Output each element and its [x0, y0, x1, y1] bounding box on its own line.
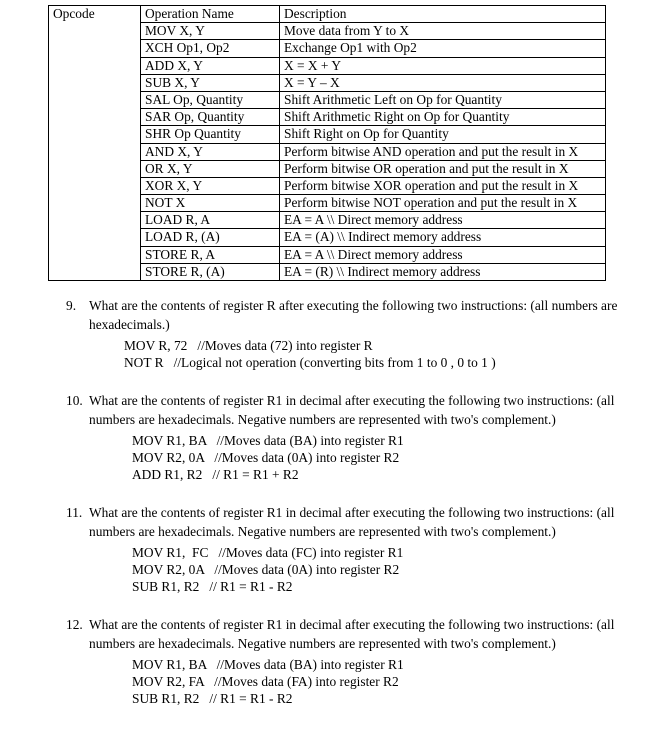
operation-cell: LOAD R, A	[141, 212, 280, 229]
operation-cell: SUB X, Y	[141, 74, 280, 91]
code-line: SUB R1, R2 // R1 = R1 - R2	[132, 691, 293, 706]
description-cell: EA = A \\ Direct memory address	[280, 246, 606, 263]
description-cell: Shift Right on Op for Quantity	[280, 126, 606, 143]
question-text: What are the contents of register R1 in decimal after executing the following two instructions: (all numbers are hexadecimals. Negative numbers are represented with two's complement.)	[89, 505, 615, 539]
code-line: ADD R1, R2 // R1 = R1 + R2	[132, 467, 299, 482]
code-block	[124, 337, 660, 371]
operation-cell: XCH Op1, Op2	[141, 40, 280, 57]
operation-cell: NOT X	[141, 195, 280, 212]
operation-cell: LOAD R, (A)	[141, 229, 280, 246]
question-text: What are the contents of register R1 in decimal after executing the following two instructions: (all numbers are hexadecimals. Negative numbers are represented with two's complement.)	[89, 393, 615, 427]
table-header-row	[49, 6, 606, 23]
operation-cell: XOR X, Y	[141, 177, 280, 194]
operation-cell: STORE R, A	[141, 246, 280, 263]
code-block	[132, 544, 660, 595]
code-line: MOV R2, 0A //Moves data (0A) into register R2	[132, 562, 400, 577]
description-header: Description	[280, 6, 606, 23]
question-12	[0, 615, 660, 707]
code-line: MOV R, 72 //Moves data (72) into register R	[124, 338, 373, 353]
question-11	[0, 503, 660, 595]
operation-cell: SAL Op, Quantity	[141, 91, 280, 108]
description-cell: Perform bitwise XOR operation and put the result in X	[280, 177, 606, 194]
question-number: 10.	[66, 393, 83, 408]
code-block	[132, 432, 660, 483]
operation-name-header: Operation Name	[141, 6, 280, 23]
description-cell: Perform bitwise OR operation and put the result in X	[280, 160, 606, 177]
code-line: SUB R1, R2 // R1 = R1 - R2	[132, 579, 293, 594]
question-10	[0, 391, 660, 483]
description-cell: Shift Arithmetic Right on Op for Quantity	[280, 109, 606, 126]
operation-cell: STORE R, (A)	[141, 263, 280, 280]
operation-cell: SHR Op Quantity	[141, 126, 280, 143]
code-line: MOV R2, 0A //Moves data (0A) into register R2	[132, 450, 400, 465]
description-cell: Move data from Y to X	[280, 23, 606, 40]
opcode-header: Opcode	[49, 6, 141, 281]
description-cell: X = X + Y	[280, 57, 606, 74]
question-9	[0, 296, 660, 371]
question-text: What are the contents of register R1 in decimal after executing the following two instructions: (all numbers are hexadecimals. Negative numbers are represented with two's complement.)	[89, 617, 615, 651]
operation-cell: AND X, Y	[141, 143, 280, 160]
description-cell: EA = (R) \\ Indirect memory address	[280, 263, 606, 280]
code-line: MOV R2, FA //Moves data (FA) into register R2	[132, 674, 399, 689]
question-text: What are the contents of register R after executing the following two instructions: (all numbers are hexadecimals.)	[89, 298, 618, 332]
code-line: MOV R1, BA //Moves data (BA) into register R1	[132, 433, 404, 448]
description-cell: Shift Arithmetic Left on Op for Quantity	[280, 91, 606, 108]
description-cell: Perform bitwise AND operation and put the result in X	[280, 143, 606, 160]
operation-cell: OR X, Y	[141, 160, 280, 177]
operation-cell: ADD X, Y	[141, 57, 280, 74]
description-cell: EA = (A) \\ Indirect memory address	[280, 229, 606, 246]
operation-cell: MOV X, Y	[141, 23, 280, 40]
code-block	[132, 656, 660, 707]
description-cell: EA = A \\ Direct memory address	[280, 212, 606, 229]
question-number: 11.	[66, 505, 83, 520]
description-cell: Exchange Op1 with Op2	[280, 40, 606, 57]
operation-cell: SAR Op, Quantity	[141, 109, 280, 126]
code-line: MOV R1, FC //Moves data (FC) into register R1	[132, 545, 404, 560]
code-line: MOV R1, BA //Moves data (BA) into register R1	[132, 657, 404, 672]
questions-list	[0, 296, 660, 717]
question-number: 12.	[66, 617, 83, 632]
description-cell: Perform bitwise NOT operation and put the result in X	[280, 195, 606, 212]
code-line: NOT R //Logical not operation (converting bits from 1 to 0 , 0 to 1 )	[124, 355, 496, 370]
description-cell: X = Y – X	[280, 74, 606, 91]
question-number: 9.	[66, 298, 77, 313]
opcode-table	[48, 5, 606, 281]
